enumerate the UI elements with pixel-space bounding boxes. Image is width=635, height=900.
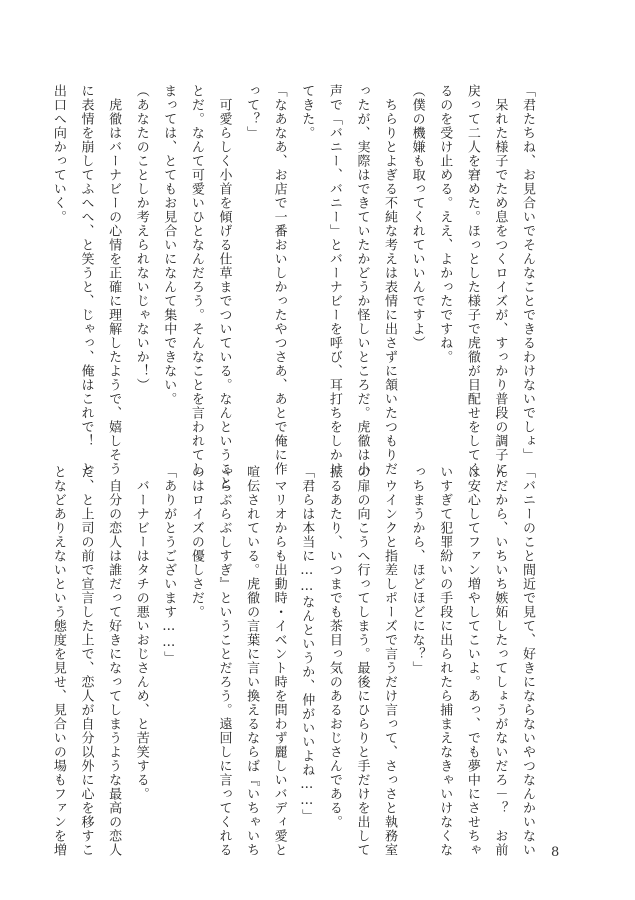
text-line: バーナビーはタチの悪いおじさんめ、と苦笑する。 [133,465,149,801]
top-text-block [44,84,541,490]
text-line: 「なあなあ、お店で一番おいしかったやつさあ、あとで俺に作 [271,84,287,476]
text-line: 「バニーのこと間近で見て、好きにならないやつなんかいない [520,465,535,857]
text-line: って？」 [244,84,260,140]
text-line: （あなたのことしか考えられないじゃないか！） [133,84,149,392]
text-line: ウインクと指差しポーズで言うだけ言って、さっさと執務室 [382,465,398,857]
text-line: 出口へ向かっていく。 [50,84,66,224]
text-line: マリオからも出動時・イベント時を問わず麗しいバディ愛と [271,465,287,857]
text-line: っちまうから、ほどほどにな？」 [409,465,425,675]
text-line: てきた。 [299,84,315,140]
text-line: （僕の機嫌も取ってくれていいんですよ） [409,84,425,350]
text-line: 可愛らしく小首を傾げる仕草までついている。なんということ [216,84,232,490]
text-line: 「君たちね、お見合いでそんなことできるわけないでしょ」 [520,84,535,462]
text-line: ちらりとよぎる不純な考えは表情に出さずに頷いたつもりだ [382,84,398,476]
text-line: 喧伝されている。虎徹の言葉に言い換えるならば『いちゃいち [244,465,260,857]
text-line: 声で「バニー、バニー」とバーナビーを呼び、耳打ちをしかけ [326,84,342,476]
text-line: 「君らは本当に……なんというか、仲がいいよね……」 [299,465,315,823]
text-line: とだ。なんて可愛いひとなんだろう。そんなことを言われてし [188,84,204,476]
text-line: 自分の恋人は誰だって好きになってしまうような最高の恋人 [106,465,122,857]
text-line: ったが、実際はできていたかどうか怪しいところだ。虎徹は小 [354,84,370,476]
text-line: 呆れた様子でため息をつくロイズが、すっかり普段の調子に [492,84,508,476]
text-line: まっては、とてもお見合いになんて集中できない。 [161,84,177,406]
text-line: 戻って二人を窘めた。ほっとした様子で虎徹が目配せをしてく [464,84,480,476]
page-number: 8 [551,845,560,860]
text-line: のはロイズの優しさだ。 [188,465,204,619]
text-line: るのを受け止める。ええ、よかったですね。 [437,84,453,364]
text-line: いすぎて犯罪紛いの手段に出られたら捕まえなきゃいけなくな [437,465,453,857]
text-line: だ、と上司の前で宣言した上で、恋人が自分以外に心を移すこ [78,465,94,857]
text-line: に表情を崩してふへへ、と笑うと、じゃっ、俺はこれで！ と [78,84,94,476]
text-line: んだから、いちいち嫉妬したってしょうがないだろ－？ お前 [492,465,508,857]
text-line: ゃらぶらぶしすぎ』ということだろう。遠回しに言ってくれる [216,465,232,857]
bottom-text-block [44,465,541,857]
text-line: 虎徹はバーナビーの心情を正確に理解したようで、嬉しそう [106,84,122,476]
text-line: 「ありがとうございます……」 [161,465,177,665]
text-line: となどありえないという態度を見せ、見合いの場もファンを増 [50,465,66,857]
text-line: は安心してファン増やしてこいよ。あっ、でも夢中にさせちゃ [464,465,480,857]
text-line: 振るあたり、いつまでも茶目っ気のあるおじさんである。 [326,465,342,829]
text-line: の扉の向こうへ行ってしまう。最後にひらりと手だけを出して [354,465,370,857]
